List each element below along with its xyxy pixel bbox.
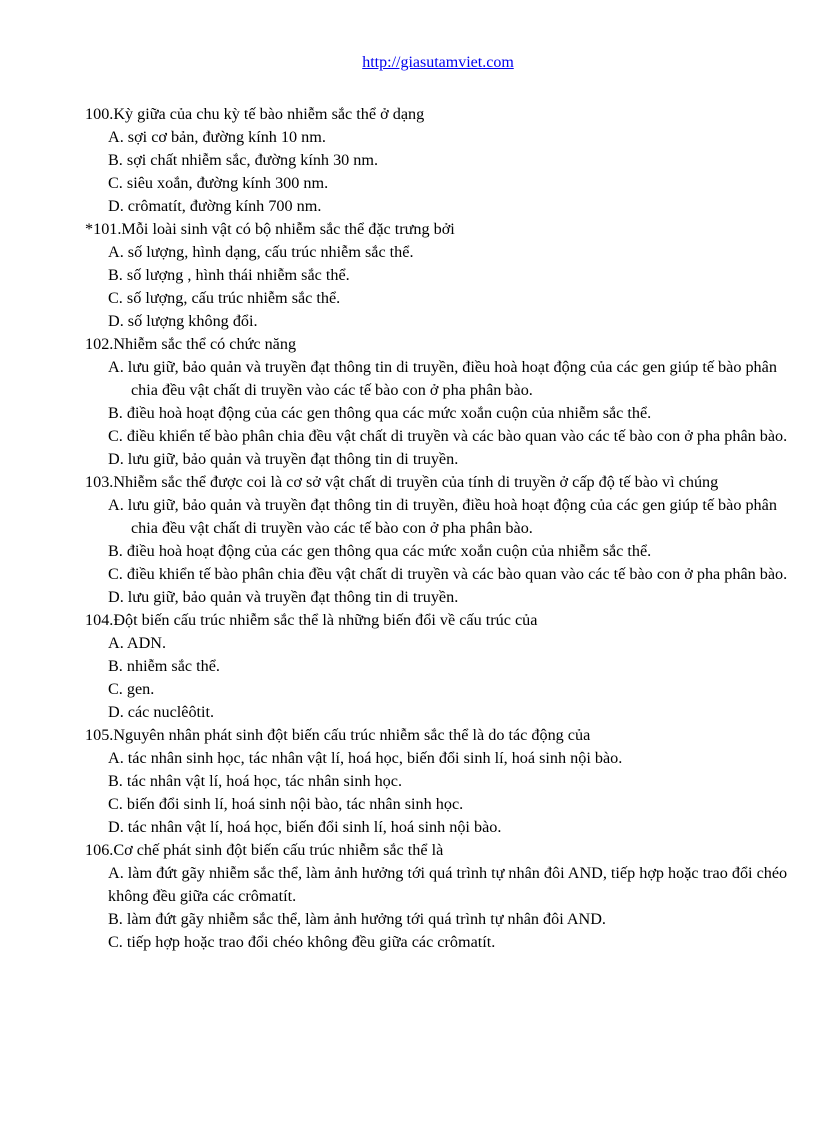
option-letter: A. (108, 864, 124, 882)
option-c (85, 563, 795, 586)
option-text: lưu giữ, bảo quản và truyền đạt thông tin di truyền, điều hoà hoạt động của các gen giúp tế bào phân chia đều vật chất di truyền vào các tế bào con ở pha phân bào. (127, 358, 777, 399)
option-letter: B. (108, 542, 123, 560)
option-letter: C. (108, 795, 123, 813)
option-b (85, 149, 795, 172)
option-c (85, 425, 795, 448)
option-b (85, 540, 795, 563)
option-letter: C. (108, 427, 123, 445)
question-100 (85, 103, 795, 218)
option-letter: C. (108, 680, 123, 698)
option-c (85, 793, 795, 816)
option-a (85, 494, 795, 540)
option-b (85, 908, 795, 931)
question-stem: 100.Kỳ giữa của chu kỳ tế bào nhiễm sắc thể ở dạng (85, 105, 425, 123)
option-a (85, 862, 795, 908)
option-text: số lượng , hình thái nhiễm sắc thể. (126, 266, 350, 284)
option-text: sợi chất nhiễm sắc, đường kính 30 nm. (126, 151, 379, 169)
option-a (85, 356, 795, 402)
option-letter: A. (108, 358, 124, 376)
option-text: số lượng, cấu trúc nhiễm sắc thể. (126, 289, 341, 307)
option-text: điều khiển tế bào phân chia đều vật chất di truyền và các bào quan vào các tế bào con ở pha phân bào. (126, 565, 788, 583)
option-letter: D. (108, 312, 124, 330)
option-a (85, 126, 795, 149)
option-text: nhiễm sắc thể. (126, 657, 220, 675)
option-text: làm đứt gãy nhiễm sắc thể, làm ảnh hưởng tới quá trình tự nhân đôi AND. (126, 910, 606, 928)
option-letter: B. (108, 910, 123, 928)
option-d (85, 816, 795, 839)
option-b (85, 402, 795, 425)
question-stem: 102.Nhiễm sắc thể có chức năng (85, 335, 297, 353)
option-d (85, 195, 795, 218)
option-letter: D. (108, 588, 124, 606)
option-text: biến đổi sinh lí, hoá sinh nội bào, tác nhân sinh học. (126, 795, 464, 813)
option-letter: C. (108, 565, 123, 583)
option-letter: D. (108, 197, 124, 215)
option-letter: A. (108, 749, 124, 767)
option-letter: B. (108, 404, 123, 422)
option-letter: B. (108, 772, 123, 790)
option-letter: D. (108, 450, 124, 468)
option-d (85, 310, 795, 333)
option-text: tiếp hợp hoặc trao đổi chéo không đều giữa các crômatít. (126, 933, 496, 951)
option-letter: B. (108, 151, 123, 169)
option-text: điều hoà hoạt động của các gen thông qua các mức xoắn cuộn của nhiễm sắc thể. (126, 542, 652, 560)
question-stem: 106.Cơ chế phát sinh đột biến cấu trúc nhiễm sắc thể là (85, 841, 444, 859)
question-102 (85, 333, 795, 471)
option-letter: A. (108, 128, 124, 146)
option-text: lưu giữ, bảo quản và truyền đạt thông tin di truyền, điều hoà hoạt động của các gen giúp tế bào phân chia đều vật chất di truyền vào các tế bào con ở pha phân bào. (127, 496, 777, 537)
option-text: crômatít, đường kính 700 nm. (127, 197, 322, 215)
option-letter: A. (108, 243, 124, 261)
option-a (85, 632, 795, 655)
option-text: tác nhân vật lí, hoá học, biến đổi sinh lí, hoá sinh nội bào. (127, 818, 502, 836)
option-text: tác nhân vật lí, hoá học, tác nhân sinh học. (126, 772, 403, 790)
option-text: điều khiển tế bào phân chia đều vật chất di truyền và các bào quan vào các tế bào con ở pha phân bào. (126, 427, 788, 445)
option-text: siêu xoắn, đường kính 300 nm. (126, 174, 329, 192)
option-letter: B. (108, 266, 123, 284)
header-link[interactable]: http://giasutamviet.com (362, 54, 514, 71)
question-101 (85, 218, 795, 333)
question-stem: 105.Nguyên nhân phát sinh đột biến cấu trúc nhiễm sắc thể là do tác động của (85, 726, 591, 744)
option-d (85, 586, 795, 609)
option-letter: D. (108, 818, 124, 836)
option-text: các nuclêôtit. (127, 703, 215, 721)
option-letter: B. (108, 657, 123, 675)
question-stem: 103.Nhiễm sắc thể được coi là cơ sở vật chất di truyền của tính di truyền ở cấp độ tế bào vì chúng (85, 473, 719, 491)
option-letter: C. (108, 289, 123, 307)
question-stem: 104.Đột biến cấu trúc nhiễm sắc thể là những biến đổi về cấu trúc của (85, 611, 538, 629)
option-text: số lượng, hình dạng, cấu trúc nhiễm sắc thể. (127, 243, 414, 261)
option-c (85, 931, 795, 954)
option-letter: A. (108, 496, 124, 514)
option-text: điều hoà hoạt động của các gen thông qua các mức xoắn cuộn của nhiễm sắc thể. (126, 404, 652, 422)
question-103 (85, 471, 795, 609)
option-text: số lượng không đổi. (127, 312, 258, 330)
option-text: tác nhân sinh học, tác nhân vật lí, hoá học, biến đổi sinh lí, hoá sinh nội bào. (127, 749, 623, 767)
option-text: lưu giữ, bảo quản và truyền đạt thông tin di truyền. (127, 588, 459, 606)
option-d (85, 448, 795, 471)
option-a (85, 241, 795, 264)
option-text: lưu giữ, bảo quản và truyền đạt thông tin di truyền. (127, 450, 459, 468)
question-106 (85, 839, 795, 954)
option-b (85, 655, 795, 678)
question-stem: *101.Mỗi loài sinh vật có bộ nhiễm sắc thể đặc trưng bởi (85, 220, 455, 238)
option-b (85, 770, 795, 793)
option-c (85, 172, 795, 195)
option-letter: C. (108, 174, 123, 192)
option-a (85, 747, 795, 770)
option-text: ADN. (126, 634, 167, 652)
question-list (85, 103, 795, 954)
question-105 (85, 724, 795, 839)
option-letter: C. (108, 933, 123, 951)
option-text: gen. (126, 680, 155, 698)
option-letter: D. (108, 703, 124, 721)
option-c (85, 287, 795, 310)
option-d (85, 701, 795, 724)
option-b (85, 264, 795, 287)
option-text: làm đứt gãy nhiễm sắc thể, làm ảnh hưởng tới quá trình tự nhân đôi AND, tiếp hợp hoặc trao đổi chéo không đều giữa các crômatít. (108, 864, 788, 905)
option-letter: A. (108, 634, 124, 652)
option-text: sợi cơ bản, đường kính 10 nm. (127, 128, 326, 146)
question-104 (85, 609, 795, 724)
option-c (85, 678, 795, 701)
